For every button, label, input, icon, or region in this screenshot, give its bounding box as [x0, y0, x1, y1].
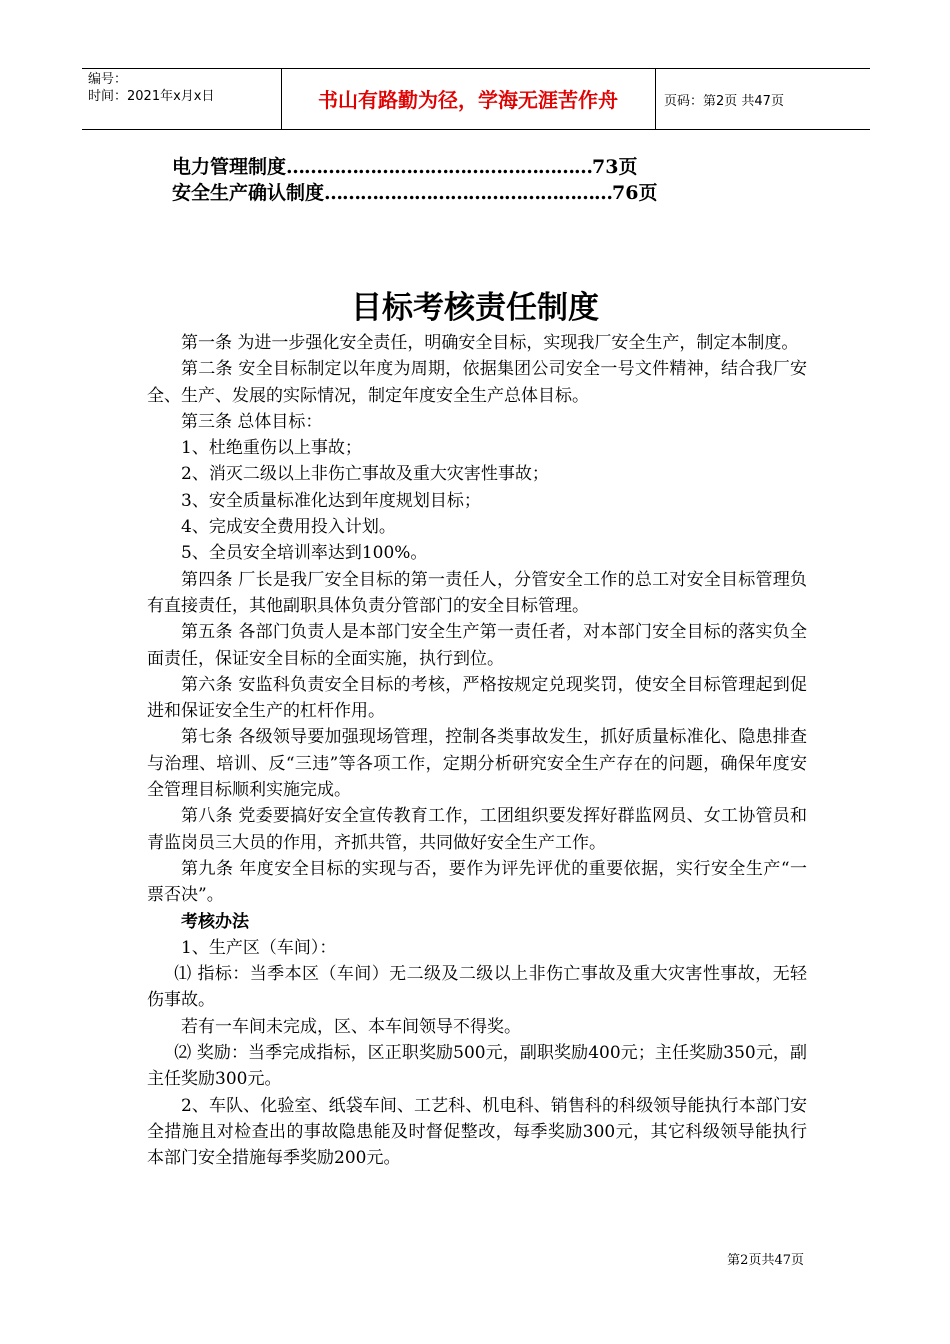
assessment-item: 若有一车间未完成，区、本车间领导不得奖。 — [181, 1016, 521, 1037]
header-page-info: 页码：第2页 共47页 — [664, 94, 784, 109]
assessment-item: ⑵ 奖励：当季完成指标，区正职奖励500元，副职奖励400元；主任奖励350元，副主任奖励300元。 — [147, 1043, 807, 1090]
article-1: 第一条 为进一步强化安全责任，明确安全目标，实现我厂安全生产，制定本制度。 — [181, 333, 799, 353]
goal-item: 3、安全质量标准化达到年度规划目标； — [181, 490, 481, 511]
document-body — [147, 330, 807, 1172]
goal-item: 5、全员安全培训率达到100%。 — [181, 543, 428, 564]
article-9: 第九条 年度安全目标的实现与否，要作为评先评优的重要依据，实行安全生产“一票否决”。 — [147, 858, 807, 906]
article-5: 第五条 各部门负责人是本部门安全生产第一责任者，对本部门安全目标的落实负全面责任，保证安全目标的全面实施，执行到位。 — [147, 622, 807, 669]
toc-entry-leader: …………………………………………… — [286, 156, 593, 178]
toc-entry-title: 电力管理制度 — [172, 156, 287, 178]
header-bottom-border — [82, 129, 870, 130]
article-7: 第七条 各级领导要加强现场管理，控制各类事故发生，抓好质量标准化、隐患排查与治理、培训、反“三违”等各项工作，定期分析研究安全生产存在的问题，确保年度安全管理目标顺利实施完成。 — [147, 727, 807, 801]
toc-entry-page: 76页 — [612, 182, 658, 204]
goal-item: 2、消灭二级以上非伤亡事故及重大灾害性事故； — [181, 464, 549, 485]
page-footer: 第2页共47页 — [727, 1253, 804, 1268]
document-title: 目标考核责任制度 — [351, 290, 599, 326]
assessment-item: 1、生产区（车间）： — [181, 937, 337, 958]
article-4: 第四条 厂长是我厂安全目标的第一责任人，分管安全工作的总工对安全目标管理负有直接责任，其他副职具体负责分管部门的安全目标管理。 — [147, 569, 807, 616]
article-2: 第二条 安全目标制定以年度为周期，依据集团公司安全一号文件精神，结合我厂安全、生产、发展的实际情况，制定年度安全生产总体目标。 — [147, 359, 807, 406]
doc-time-label: 时间：2021年x月x日 — [88, 89, 215, 104]
article-3: 第三条 总体目标： — [181, 411, 323, 432]
assessment-item: ⑴ 指标：当季本区（车间）无二级及二级以上非伤亡事故及重大灾害性事故，无轻伤事故。 — [147, 964, 807, 1011]
section-heading: 考核办法 — [181, 911, 249, 932]
header-motto: 书山有路勤为径，学海无涯苦作舟 — [318, 88, 618, 112]
goal-item: 1、杜绝重伤以上事故； — [181, 438, 362, 459]
toc-entry-leader: ………………………………………… — [324, 182, 613, 204]
toc-entry-title: 安全生产确认制度 — [172, 182, 325, 204]
goal-item: 4、完成安全费用投入计划。 — [181, 517, 396, 538]
article-6: 第六条 安监科负责安全目标的考核，严格按规定兑现奖罚，使安全目标管理起到促进和保证安全生产的杠杆作用。 — [147, 674, 807, 722]
doc-number-label: 编号： — [88, 72, 128, 87]
article-8: 第八条 党委要搞好安全宣传教育工作，工团组织要发挥好群监网员、女工协管员和青监岗员三大员的作用，齐抓共管，共同做好安全生产工作。 — [147, 806, 807, 853]
header-divider — [655, 68, 656, 129]
toc-entry[interactable] — [172, 155, 637, 179]
toc-entry[interactable] — [172, 181, 657, 205]
assessment-item: 2、车队、化验室、纸袋车间、工艺科、机电科、销售科的科级领导能执行本部门安全措施且对检查出的事故隐患能及时督促整改，每季奖励300元，其它科级领导能执行本部门安全措施每季奖励200元。 — [147, 1095, 807, 1169]
toc-entry-page: 73页 — [592, 156, 638, 178]
